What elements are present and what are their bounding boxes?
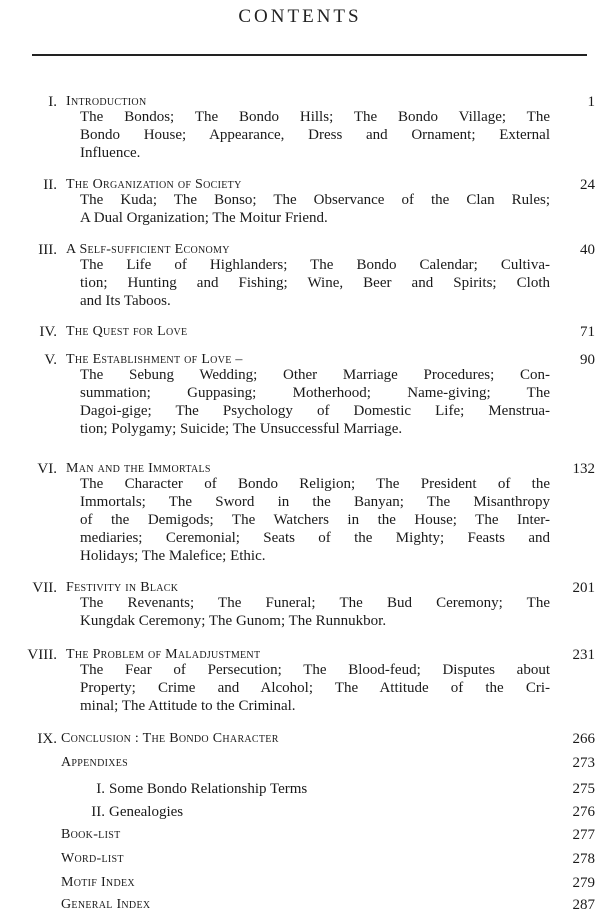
chapter-title: Man and the Immortals: [66, 461, 211, 476]
chapter-title: The Quest for Love: [66, 324, 188, 339]
subtopic-line: tion; Polygamy; Suicide; The Unsuccessful Marriage.: [80, 421, 403, 437]
chapter-subtopics: [80, 191, 550, 227]
appendix-title: Genealogies: [109, 804, 184, 820]
subtopic-line: Influence.: [80, 145, 141, 161]
chapter-subtopics: [80, 475, 550, 565]
subtopic-line: The Kuda; The Bonso; The Observance of the Clan Rules;: [80, 192, 550, 208]
chapter-title: Conclusion : The Bondo Character: [61, 731, 279, 746]
page-number: 1: [587, 94, 595, 110]
chapter-number: III.: [38, 242, 57, 258]
page-number: 276: [572, 804, 595, 820]
page-number: 275: [572, 781, 595, 797]
subtopic-line: Property; Crime and Alcohol; The Attitude of the Cri-: [80, 680, 550, 696]
chapter-number: II.: [43, 177, 57, 193]
page-number: 273: [572, 755, 595, 771]
chapter-subtopics: [80, 256, 550, 310]
page-number: 201: [572, 580, 595, 596]
subtopic-line: tion; Hunting and Fishing; Wine, Beer and Spirits; Cloth: [80, 275, 550, 291]
page-number: 90: [580, 352, 595, 368]
subtopic-line: A Dual Organization; The Moitur Friend.: [80, 210, 328, 226]
page-number: 24: [580, 177, 595, 193]
subtopic-line: Kungdak Ceremony; The Gunom; The Runnukbor.: [80, 613, 387, 629]
subtopic-line: The Life of Highlanders; The Bondo Calendar; Cultiva-: [80, 257, 550, 273]
subtopic-line: The Character of Bondo Religion; The President of the: [80, 476, 550, 492]
subtopic-line: The Bondos; The Bondo Hills; The Bondo Village; The: [80, 109, 550, 125]
chapter-title: Festivity in Black: [66, 580, 179, 595]
section-title: Motif Index: [61, 875, 135, 890]
page-title: CONTENTS: [238, 6, 362, 27]
subtopic-line: Holidays; The Malefice; Ethic.: [80, 548, 266, 564]
subtopic-line: Dagoi-gige; The Psychology of Domestic Life; Menstrua-: [80, 403, 550, 419]
chapter-title: Introduction: [66, 94, 147, 109]
page-number: 278: [572, 851, 595, 867]
chapter-number: V.: [44, 352, 57, 368]
chapter-subtopics: [80, 108, 550, 162]
page-number: 40: [580, 242, 595, 258]
section-title: Appendixes: [61, 755, 129, 770]
page-number: 231: [572, 647, 595, 663]
chapter-number: IX.: [37, 731, 57, 747]
appendix-number: I.: [96, 781, 105, 797]
chapter-title: The Establishment of Love –: [66, 352, 243, 367]
chapter-subtopics: [80, 366, 550, 438]
page-number: 279: [572, 875, 595, 891]
page-number: 277: [572, 827, 595, 843]
subtopic-line: The Fear of Persecution; The Blood-feud; Disputes about: [80, 662, 550, 678]
subtopic-line: The Sebung Wedding; Other Marriage Procedures; Con-: [80, 367, 550, 383]
chapter-number: VI.: [37, 461, 57, 477]
chapter-title: The Organization of Society: [66, 177, 242, 192]
page-number: 132: [572, 461, 595, 477]
chapter-title: A Self-sufficient Economy: [66, 242, 230, 257]
subtopic-line: minal; The Attitude to the Criminal.: [80, 698, 296, 714]
chapter-number: VIII.: [27, 647, 57, 663]
subtopic-line: and Its Taboos.: [80, 293, 171, 309]
chapter-number: VII.: [32, 580, 57, 596]
subtopic-line: The Revenants; The Funeral; The Bud Ceremony; The: [80, 595, 550, 611]
appendix-number: II.: [91, 804, 105, 820]
section-title: Word-list: [61, 851, 124, 866]
chapter-number: I.: [48, 94, 57, 110]
chapter-number: IV.: [39, 324, 57, 340]
subtopic-line: summation; Guppasing; Motherhood; Name-giving; The: [80, 385, 550, 401]
chapter-title: The Problem of Maladjustment: [66, 647, 261, 662]
subtopic-line: mediaries; Ceremonial; Seats of the Mighty; Feasts and: [80, 530, 550, 546]
subtopic-line: Bondo House; Appearance, Dress and Ornament; External: [80, 127, 550, 143]
section-title: General Index: [61, 897, 151, 912]
subtopic-line: of the Demigods; The Watchers in the House; The Inter-: [80, 512, 550, 528]
chapter-subtopics: [80, 594, 550, 630]
page-number: 71: [580, 324, 595, 340]
section-title: Book-list: [61, 827, 121, 842]
page-number: 287: [572, 897, 595, 913]
chapter-subtopics: [80, 661, 550, 715]
subtopic-line: Immortals; The Sword in the Banyan; The Misanthropy: [80, 494, 550, 510]
heading-rule: [32, 54, 587, 56]
page-number: 266: [572, 731, 595, 747]
appendix-title: Some Bondo Relationship Terms: [109, 781, 308, 797]
